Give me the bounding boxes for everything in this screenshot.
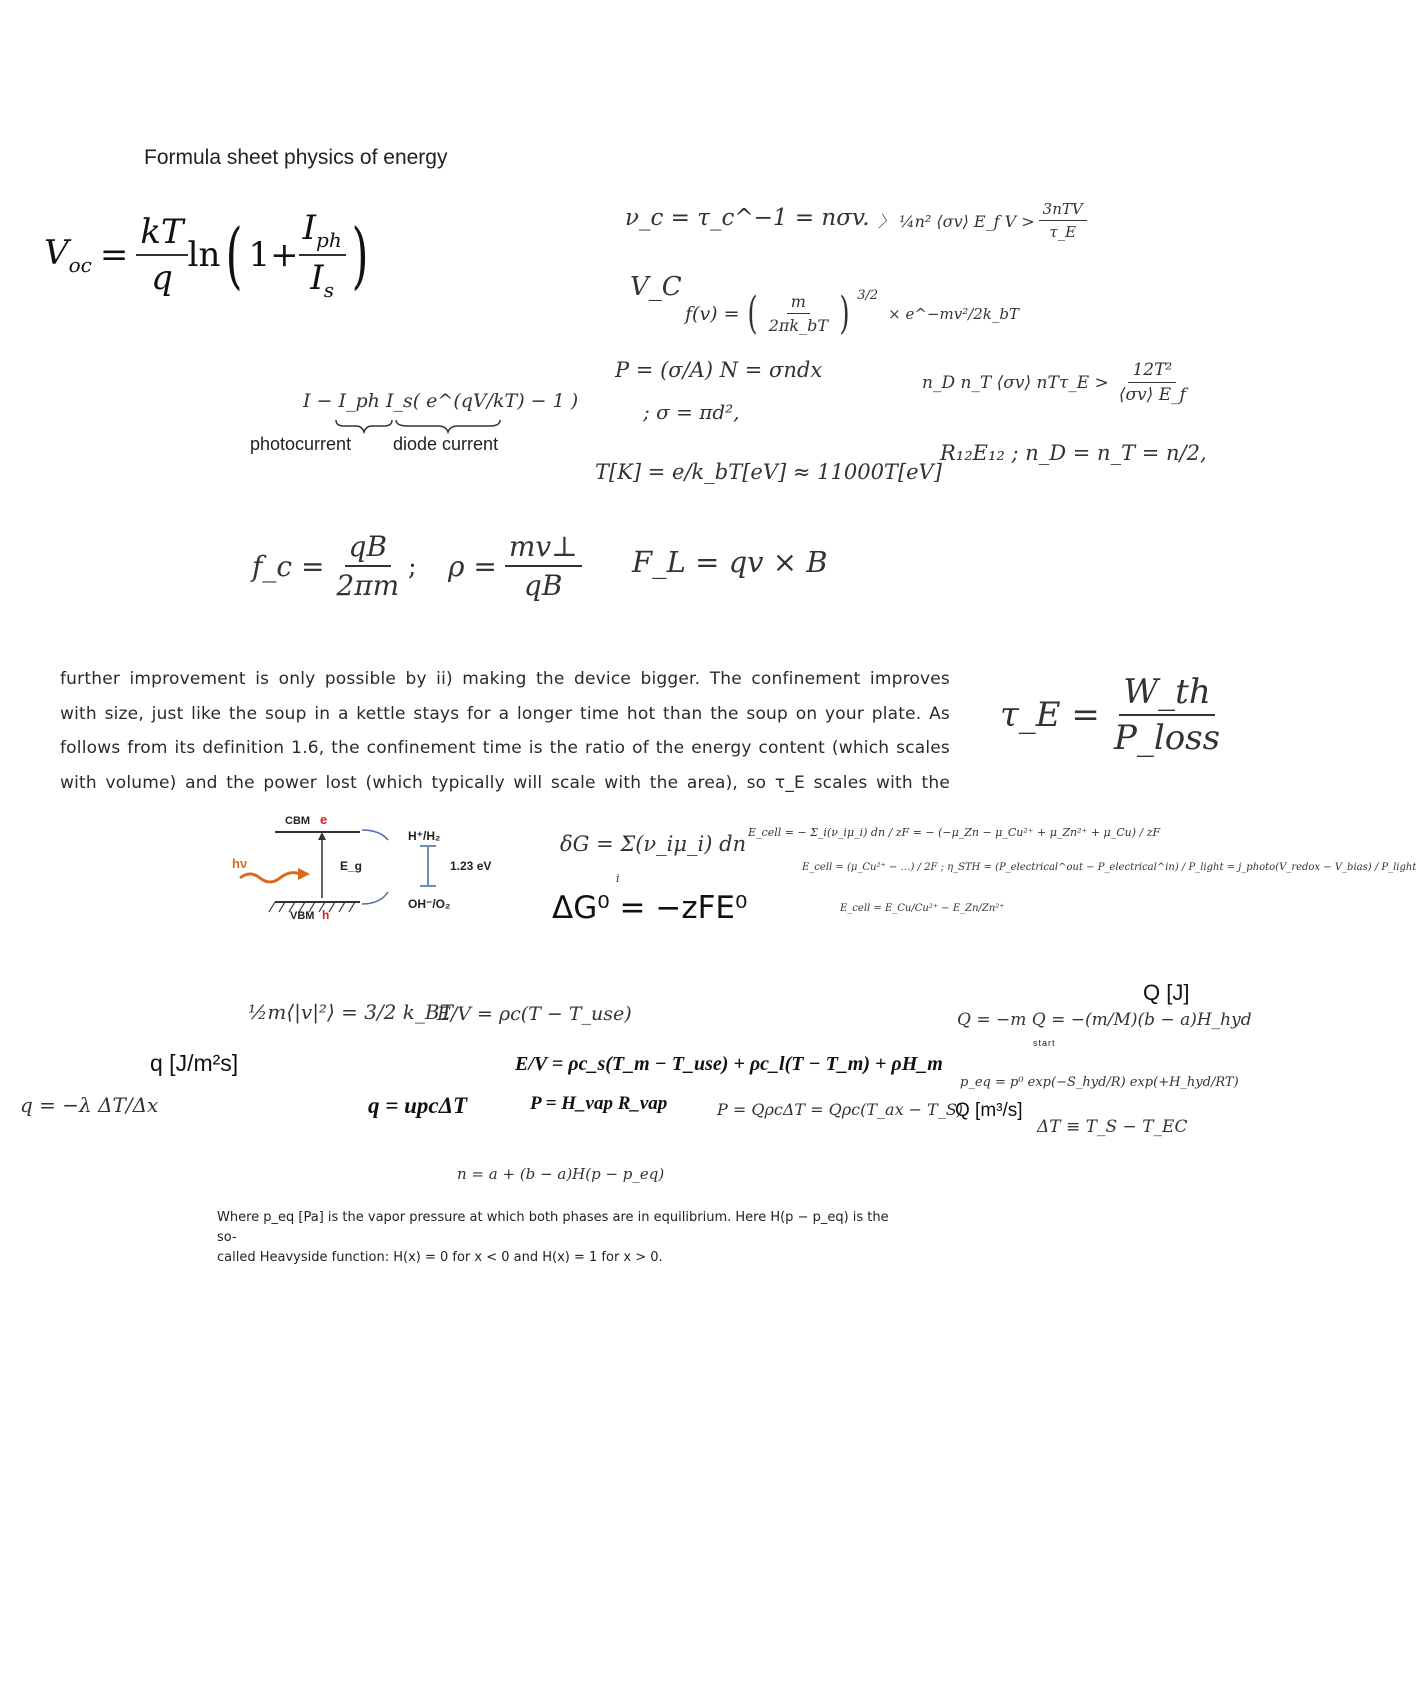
fourier-law: q = −λ ΔT/Δx: [20, 1093, 159, 1117]
diode-equation: I − I_ph I_s( e^(qV/kT) − 1 ): [303, 390, 579, 412]
redox-levels: [408, 829, 491, 911]
maxwell-distribution: f(v) = ( $\frac{m}{2\pi k\_bT}$ ) $^{3/2}$ × e^−mv²/2k_bT: [685, 288, 1019, 339]
kt-over-q: $\frac{kT}{q}$: [136, 212, 187, 298]
gibbs-standard: ΔG⁰ = −zFE⁰: [552, 890, 748, 926]
vc-label: V_C: [630, 272, 682, 302]
latent-heat-eq: E/V = ρc_s(T_m − T_use) + ρc_l(T − T_m) + ρH_m: [515, 1053, 943, 1075]
flow-units: Q [m³/s]: [955, 1100, 1023, 1121]
diode-braces: [300, 418, 520, 434]
collision-frequency-eq: ν_c = τ_c^−1 = nσv.: [625, 205, 870, 231]
confinement-paragraph: further improvement is only possible by ii) making the device bigger. The confinement improves with size, just like the soup in a kettle stays for a longer time hot than the soup on your plate. As follows from its definition 1.6, the confinement time is the ratio of the energy content (which scales with volume) and the power lost (which typically will scale with the area), so τ_E scales with the: [60, 669, 950, 793]
confinement-time-eq: τ_E = $\frac{W\_th}{\text{P\_loss}}$: [1000, 672, 1221, 758]
voc-equation: $V_{oc}$ = $\frac{kT}{q}$ ln ( 1+ $\frac{I_{ph}}{I_s}$ ): [44, 208, 369, 302]
svg-text:hν: hν: [232, 856, 248, 871]
lorentz-force: F_L = qv × B: [632, 545, 828, 579]
convection-eq: q = upcΔT: [368, 1093, 468, 1118]
hydride-heat-eq: Q = −m Q = −(m/M)(b − a)H_hyd: [957, 1010, 1252, 1030]
svg-text:E_g: E_g: [340, 859, 363, 873]
svg-text:h: h: [322, 908, 330, 922]
hydride-concentration-eq: n = a + (b − a)H(p − p_eq): [457, 1165, 665, 1183]
sensible-heat-eq: E/V = ρc(T − T_use): [437, 1003, 632, 1025]
svg-text:CBM: CBM: [285, 815, 311, 827]
transfer-arrows: [362, 830, 388, 904]
svg-text:e: e: [320, 812, 328, 827]
heat-units: Q [J]: [1143, 980, 1190, 1005]
heat-flow-eq: P = QρcΔT = Qρc(T_ax − T_S): [717, 1100, 964, 1119]
gibbs-sum-index: i: [616, 872, 620, 885]
band-diagram: [230, 810, 520, 930]
separator-semicolon: ;: [408, 552, 417, 582]
flux-units: q [J/m²s]: [150, 1050, 239, 1076]
gyroradius: ρ = $\frac{mv\perp}{qB}$: [448, 530, 582, 602]
equipartition-eq: ½m⟨|v|²⟩ = 3/2 k_BT: [248, 1000, 453, 1024]
ecell-equation-3: E_cell = E_Cu/Cu²⁺ − E_Zn/Zn²⁺: [840, 903, 1005, 914]
ecell-equation-2: E_cell = (μ_Cu²⁺ − …) / 2F ; η_STH = (P_electrical^out − P_electrical^in) / P_light = j_photo(V_redox − V_bias) / P_light: [802, 862, 1416, 873]
power-equation: P = (σ/A) N = σndx: [615, 358, 823, 382]
page-title: Formula sheet physics of energy: [144, 146, 448, 169]
svg-text:OH⁻/O₂: OH⁻/O₂: [408, 897, 451, 911]
svg-text:1.23 eV: 1.23 eV: [450, 859, 492, 873]
iph-over-is: $\frac{I_{ph}}{I_s}$: [299, 208, 346, 302]
vbm-level: [269, 902, 360, 922]
equilibrium-pressure-eq: p_eq = p⁰ exp(−S_hyd/R) exp(+H_hyd/RT): [960, 1075, 1239, 1090]
hydride-heat-sub: start: [1033, 1038, 1056, 1048]
photocurrent-label: photocurrent: [250, 434, 352, 454]
lawson-inequality: 〉 ¼n² ⟨σv⟩ E_f V > $\frac{\text{3nTV}}{\tau\_E}$: [878, 200, 1087, 241]
temperature-difference-eq: ΔT ≡ T_S − T_EC: [1037, 1117, 1188, 1137]
photon-arrow: [232, 856, 310, 882]
lawson-triple-product: n_D n_T ⟨σv⟩ nTτ_E > $\frac{\text{12T²}}{⟨\sigma v⟩ E\_f}$: [922, 360, 1186, 405]
voc-lhs: $V_{oc}$: [44, 233, 92, 277]
diode-current-label: diode current: [393, 434, 499, 454]
svg-text:H⁺/H₂: H⁺/H₂: [408, 829, 441, 843]
heaviside-note: Where p_eq [Pa] is the vapor pressure at which both phases are in equilibrium. Here H(p − p_eq) is the so- called Heavyside function: H(x) = 0 for x < 0 and H(x) = 1 for x > 0.: [217, 1210, 889, 1265]
gibbs-differential: δG = Σ(ν_iμ_i) dn: [560, 832, 747, 856]
cyclotron-frequency: f_c = $\frac{qB}{2\pi m}$: [252, 530, 400, 602]
cross-section-eq: ; σ = πd²,: [643, 400, 740, 424]
temperature-conversion: T[K] = e/k_bT[eV] ≈ 11000T[eV]: [595, 460, 942, 484]
gap-arrow: [318, 832, 362, 898]
vaporization-eq: P = H_vap R_vap: [530, 1093, 668, 1114]
r12-equation: R₁₂E₁₂ ; n_D = n_T = n/2,: [940, 441, 1207, 465]
svg-text:VBM: VBM: [290, 910, 315, 922]
cbm-level: [275, 812, 360, 832]
ecell-equation-1: E_cell = − Σ_i(ν_iμ_i) dn / zF = − (−μ_Zn − μ_Cu²⁺ + μ_Zn²⁺ + μ_Cu) / zF: [748, 826, 1161, 839]
